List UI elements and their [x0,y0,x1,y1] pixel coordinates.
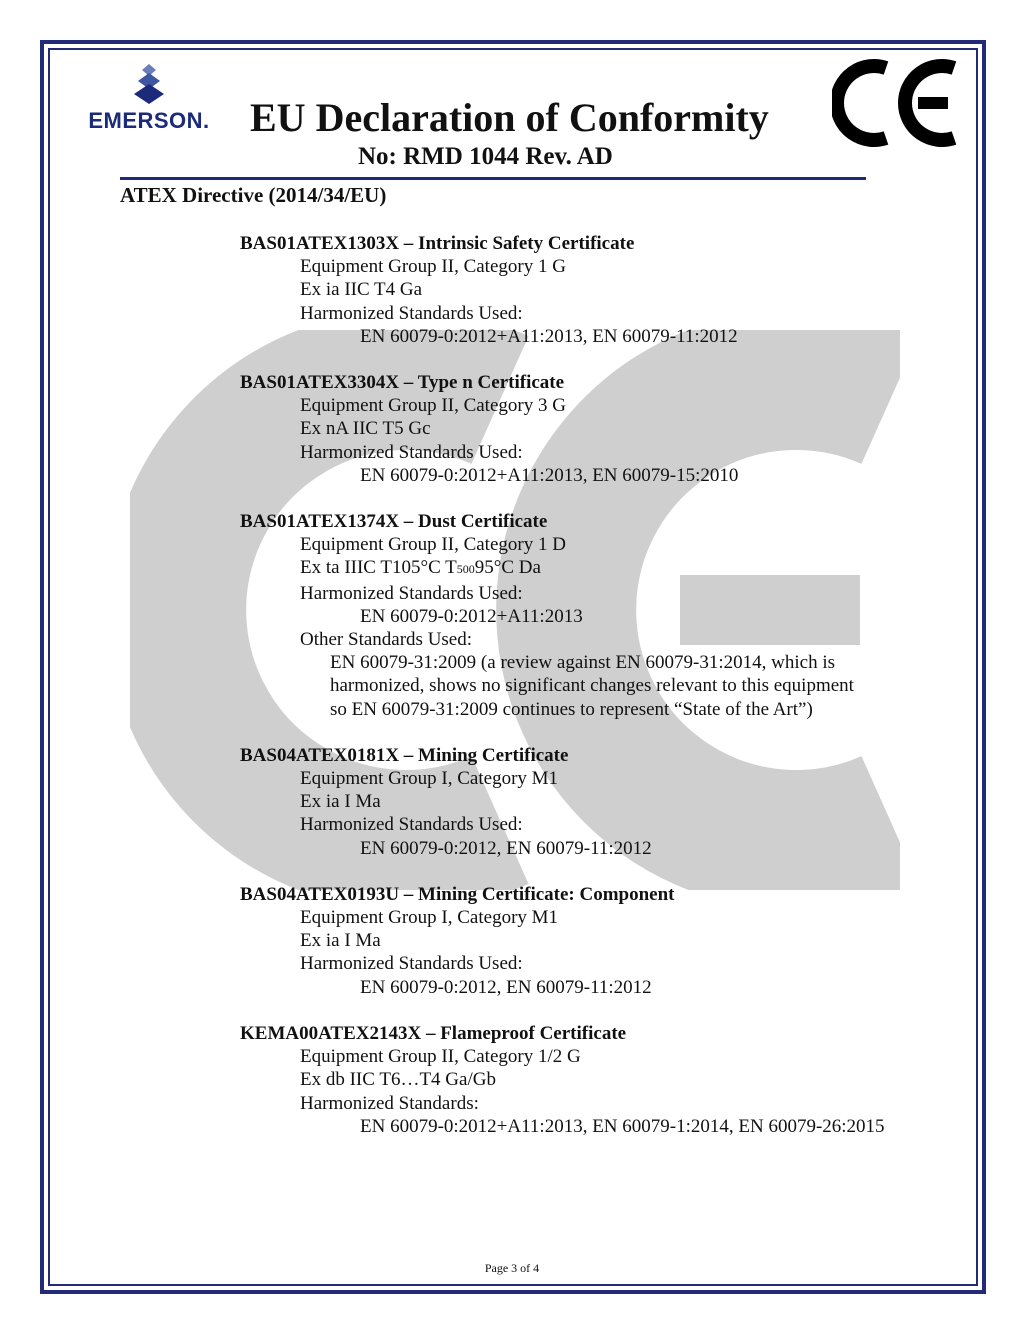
emerson-logo [74,64,224,136]
certificate-block [240,744,940,860]
header-rule [120,177,866,180]
emerson-logo-icon [132,64,166,106]
standards-label: Harmonized Standards Used: [300,953,523,975]
other-standards-label: Other Standards Used: [300,629,473,651]
other-standards-line: harmonized, shows no significant changes relevant to this equipment [330,675,854,697]
page-number: Page 3 of 4 [484,1261,540,1275]
certificate-title: BAS04ATEX0181X – Mining Certificate [240,744,569,766]
logo-wordmark: EMERSON. [88,108,210,133]
standards-list: EN 60079-0:2012, EN 60079-11:2012 [360,976,652,998]
certificate-block [240,510,940,721]
certificate-block [240,1022,940,1138]
ex-marking-post: 95°C Da [474,557,541,579]
standards-list: EN 60079-0:2012+A11:2013, EN 60079-15:2010 [360,464,739,486]
equipment-group: Equipment Group I, Category M1 [300,907,559,929]
standards-list: EN 60079-0:2012+A11:2013 [360,605,583,627]
standards-label: Harmonized Standards Used: [300,582,523,604]
ex-marking: Ex ia I Ma [300,930,381,952]
document-number: No: RMD 1044 Rev. AD [358,143,613,170]
equipment-group: Equipment Group II, Category 1 G [300,256,566,278]
standards-label: Harmonized Standards Used: [300,302,523,324]
ex-marking-subscript: 500 [456,562,475,577]
standards-label: Harmonized Standards Used: [300,814,523,836]
standards-list: EN 60079-0:2012+A11:2013, EN 60079-1:2014, EN 60079-26:2015 [360,1115,885,1137]
standards-list: EN 60079-0:2012, EN 60079-11:2012 [360,837,652,859]
standards-label: Harmonized Standards: [300,1092,479,1114]
equipment-group: Equipment Group I, Category M1 [300,768,559,790]
certificate-title: KEMA00ATEX2143X – Flameproof Certificate [240,1022,627,1044]
ex-marking: Ex db IIC T6…T4 Ga/Gb [300,1069,496,1091]
ce-mark-icon [832,58,960,148]
certificate-block [240,371,940,487]
document-title: EU Declaration of Conformity [250,95,769,140]
certificate-block [240,883,940,999]
certificate-title: BAS01ATEX1374X – Dust Certificate [240,511,548,533]
ex-marking: Ex ia IIC T4 Ga [300,279,423,301]
other-standards-line: EN 60079-31:2009 (a review against EN 60079-31:2014, which is [330,652,835,674]
ex-marking: Ex ia I Ma [300,791,381,813]
certificate-title: BAS04ATEX0193U – Mining Certificate: Component [240,883,675,905]
equipment-group: Equipment Group II, Category 3 G [300,395,566,417]
certificate-title: BAS01ATEX1303X – Intrinsic Safety Certificate [240,233,635,254]
other-standards-line: so EN 60079-31:2009 continues to represent “State of the Art”) [330,698,813,720]
certificate-title: BAS01ATEX3304X – Type n Certificate [240,372,565,394]
standards-list: EN 60079-0:2012+A11:2013, EN 60079-11:2012 [360,325,738,347]
certificate-list [240,232,940,1161]
ex-marking [240,556,940,581]
certificate-block [240,232,940,348]
directive-heading: ATEX Directive (2014/34/EU) [120,183,387,207]
standards-label: Harmonized Standards Used: [300,441,523,463]
equipment-group: Equipment Group II, Category 1 D [300,534,566,556]
ex-marking: Ex nA IIC T5 Gc [300,418,431,440]
equipment-group: Equipment Group II, Category 1/2 G [300,1046,581,1068]
ex-marking-pre: Ex ta IIIC T105°C T [300,557,457,579]
